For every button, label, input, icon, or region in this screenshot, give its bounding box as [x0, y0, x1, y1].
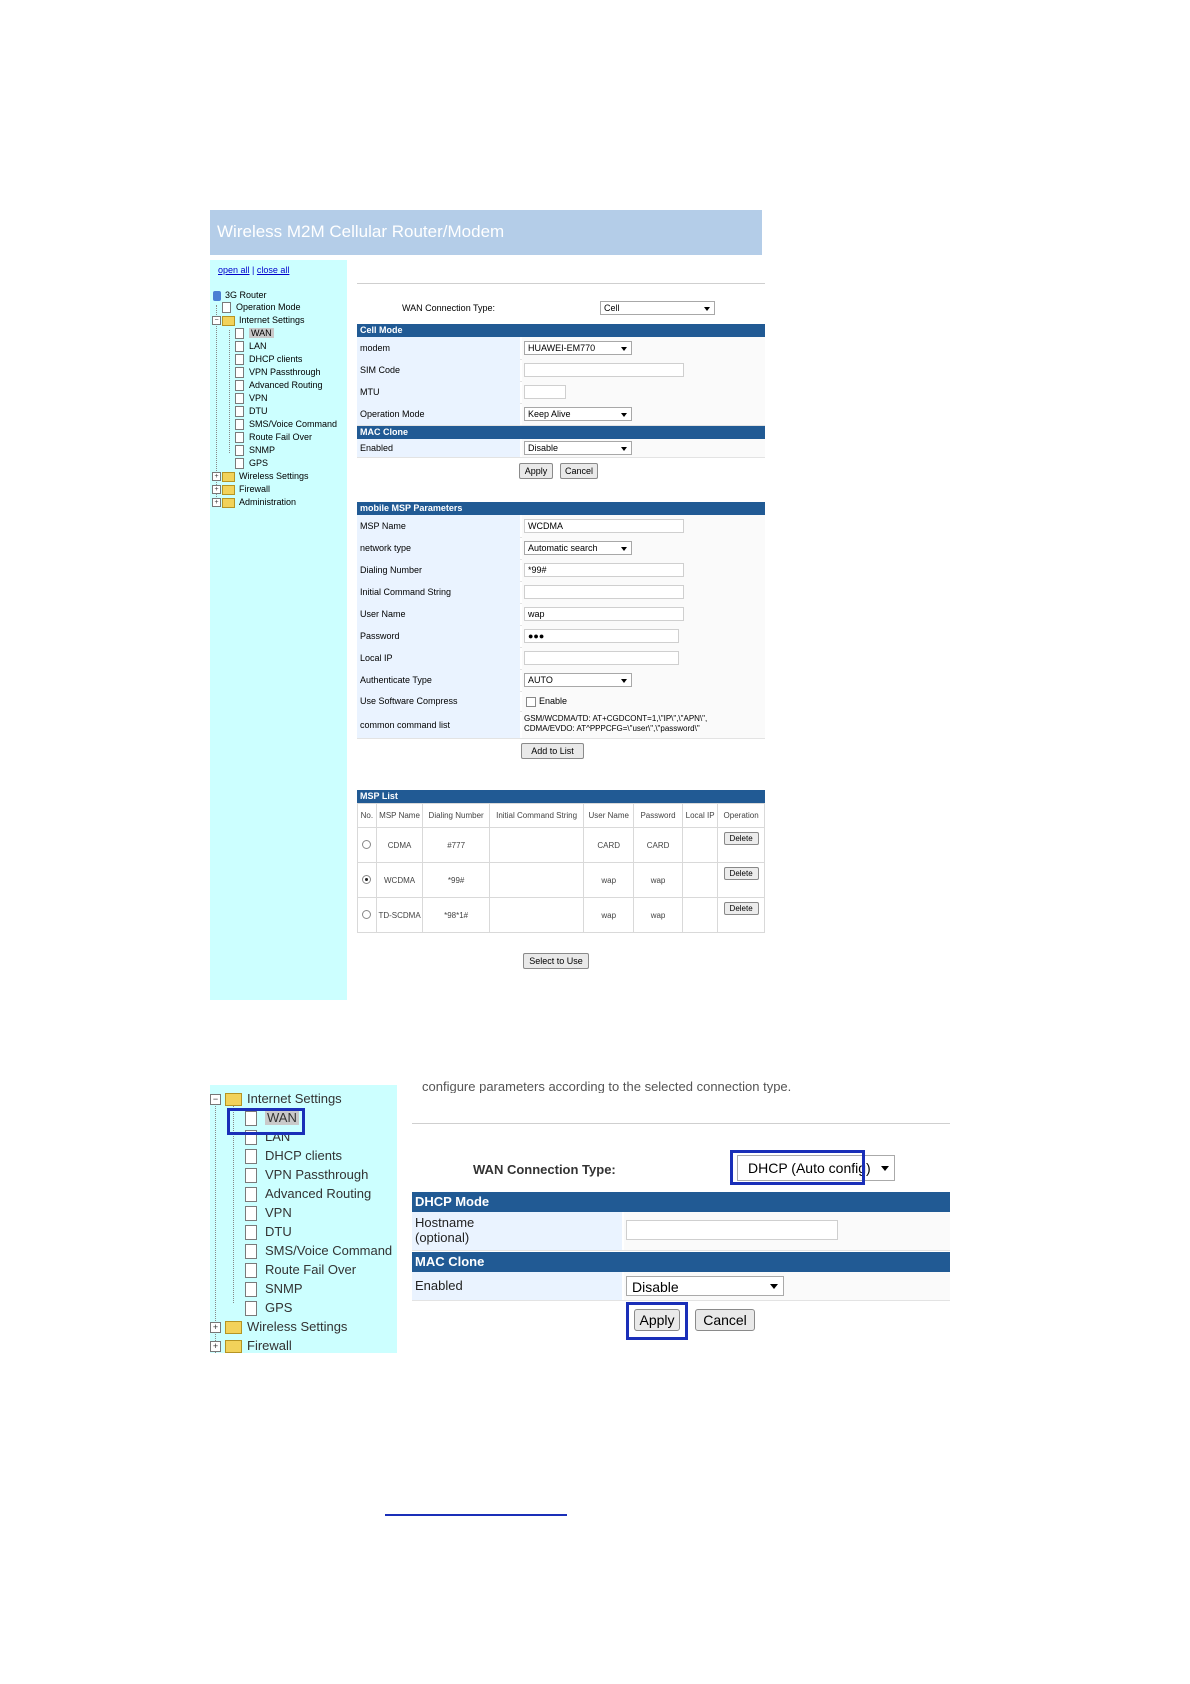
table-header-row [358, 804, 765, 828]
sidebar-item-sms-voice-command[interactable]: SMS/Voice Command [245, 1243, 392, 1259]
folder-icon [225, 1340, 242, 1353]
modem-label: modem [357, 337, 520, 359]
page-icon [235, 445, 244, 456]
page-icon [235, 419, 244, 430]
expand-icon[interactable]: + [212, 498, 221, 507]
page-icon [245, 1206, 257, 1221]
mac-enabled-row [412, 1272, 950, 1301]
delete-button[interactable]: Delete [724, 902, 759, 915]
msp-name-label: MSP Name [357, 515, 520, 537]
sidebar-item-internet-settings[interactable]: Internet Settings [225, 1091, 342, 1106]
chevron-down-icon [881, 1166, 889, 1171]
user-name-label: User Name [357, 603, 520, 625]
mtu-row [357, 381, 765, 404]
command-hint-cdma: CDMA/EVDO: AT^PPPCFG=\"user\",\"password\" [524, 724, 700, 733]
sidebar-item-wireless-settings[interactable]: Wireless Settings [225, 1319, 347, 1334]
folder-open-icon [222, 316, 235, 326]
msp-list-table [357, 803, 765, 933]
chevron-down-icon [621, 447, 627, 451]
column-header: MSP Name [376, 804, 423, 828]
sidebar-item-dhcp-clients[interactable]: DHCP clients [235, 354, 302, 365]
sidebar-item-advanced-routing[interactable]: Advanced Routing [245, 1186, 371, 1202]
app-banner [210, 210, 762, 255]
msp-select-radio[interactable] [362, 875, 371, 884]
cell-init-command [489, 898, 583, 933]
sidebar-item-wan[interactable]: WAN [235, 328, 274, 339]
mac-enabled-label: Enabled [412, 1272, 622, 1300]
chevron-down-icon [704, 307, 710, 311]
highlight-box-wan-type [730, 1150, 865, 1185]
cell-dialing-number: *98*1# [423, 898, 489, 933]
cell-local-ip [682, 828, 717, 863]
folder-icon [222, 485, 235, 495]
caption-cutoff: configure parameters according to the selected connection type. [422, 1079, 792, 1093]
sidebar-item-route-fail-over[interactable]: Route Fail Over [245, 1262, 356, 1278]
cell-msp-name: TD-SCDMA [376, 898, 423, 933]
operation-mode-label: Operation Mode [357, 403, 520, 425]
init-command-input[interactable] [524, 585, 684, 599]
page-icon [222, 302, 231, 313]
local-ip-label: Local IP [357, 647, 520, 669]
table-row [358, 828, 765, 863]
cell-password: wap [634, 898, 683, 933]
page-icon [235, 432, 244, 443]
delete-button[interactable]: Delete [724, 867, 759, 880]
cell-password: wap [634, 863, 683, 898]
wan-type-select[interactable]: Cell [600, 301, 715, 315]
page-icon [235, 393, 244, 404]
sim-code-row [357, 359, 765, 382]
divider [357, 283, 765, 284]
msp-list-header: MSP List [357, 790, 765, 803]
local-ip-row [357, 647, 765, 670]
cell-msp-name: CDMA [376, 828, 423, 863]
highlight-box-apply [626, 1302, 688, 1340]
sidebar-item-snmp[interactable]: SNMP [235, 445, 275, 456]
sidebar-item-vpn[interactable]: VPN [245, 1205, 292, 1221]
expand-icon[interactable]: + [212, 472, 221, 481]
sidebar [210, 260, 347, 1000]
enable-compress-checkbox[interactable] [526, 697, 536, 707]
sidebar-item-vpn[interactable]: VPN [235, 393, 268, 404]
sidebar-item-gps[interactable]: GPS [245, 1300, 292, 1316]
expand-icon[interactable]: + [210, 1322, 221, 1333]
mtu-label: MTU [357, 381, 520, 403]
cell-msp-name: WCDMA [376, 863, 423, 898]
link-underline [385, 1514, 567, 1516]
sidebar-item-advanced-routing[interactable]: Advanced Routing [235, 380, 323, 391]
mtu-input[interactable] [524, 385, 566, 399]
cell-init-command [489, 863, 583, 898]
common-command-label: common command list [357, 711, 520, 738]
column-header: Dialing Number [423, 804, 489, 828]
page-icon [245, 1168, 257, 1183]
sidebar-item-dhcp-clients[interactable]: DHCP clients [245, 1148, 342, 1164]
sidebar-item-firewall[interactable]: Firewall [225, 1338, 292, 1353]
select-to-use-button[interactable]: Select to Use [523, 953, 589, 969]
software-compress-row [357, 691, 765, 712]
cell-password: CARD [634, 828, 683, 863]
tree-root[interactable]: 3G Router [213, 290, 267, 301]
cell-user-name: wap [584, 898, 634, 933]
hostname-label: Hostname (optional) [412, 1212, 622, 1250]
page-icon [235, 354, 244, 365]
local-ip-input[interactable] [524, 651, 679, 665]
expand-icon[interactable]: + [210, 1341, 221, 1352]
cell-user-name: CARD [584, 828, 634, 863]
column-header: Operation [718, 804, 765, 828]
sidebar-item-sms-voice-command[interactable]: SMS/Voice Command [235, 419, 337, 430]
link-separator: | [252, 265, 255, 275]
column-header: No. [358, 804, 377, 828]
divider [412, 1123, 950, 1124]
column-header: User Name [584, 804, 634, 828]
mac-enabled-row [357, 439, 765, 458]
apply-button[interactable]: Apply [634, 1309, 680, 1331]
column-header: Local IP [682, 804, 717, 828]
cancel-button[interactable]: Cancel [560, 463, 598, 479]
sidebar-item-vpn-passthrough[interactable]: VPN Passthrough [245, 1167, 368, 1183]
enable-compress-label: Enable [539, 696, 568, 706]
collapse-icon[interactable]: − [212, 316, 221, 325]
msp-name-input[interactable]: WCDMA [524, 519, 684, 533]
router-screenshot-dhcp-mode [210, 1079, 950, 1365]
table-row [358, 863, 765, 898]
cell-local-ip [682, 898, 717, 933]
app-title: Wireless M2M Cellular Router/Modem [217, 222, 505, 241]
auth-type-row [357, 669, 765, 692]
command-hint-gsm: GSM/WCDMA/TD: AT+CGDCONT=1,\"IP\",\"APN\", [524, 714, 708, 723]
page-icon [245, 1187, 257, 1202]
collapse-icon[interactable]: − [210, 1094, 221, 1105]
page-icon [245, 1301, 257, 1316]
mac-enabled-label: Enabled [357, 439, 520, 457]
tree-links [218, 265, 289, 275]
page-icon [235, 341, 244, 352]
chevron-down-icon [621, 547, 627, 551]
page-icon [245, 1282, 257, 1297]
sidebar-item-lan[interactable]: LAN [245, 1129, 290, 1145]
sidebar-item-gps[interactable]: GPS [235, 458, 268, 469]
cell-user-name: wap [584, 863, 634, 898]
open-all-link[interactable]: open all [218, 265, 250, 275]
page-icon [235, 380, 244, 391]
operation-mode-select[interactable]: Keep Alive [524, 407, 632, 421]
dialing-number-label: Dialing Number [357, 559, 520, 581]
init-command-row [357, 581, 765, 604]
folder-icon [222, 498, 235, 508]
page-icon [235, 328, 244, 339]
mac-enabled-select[interactable]: Disable [524, 441, 632, 455]
network-type-row [357, 537, 765, 560]
sim-code-label: SIM Code [357, 359, 520, 381]
chevron-down-icon [621, 679, 627, 683]
page-icon [235, 406, 244, 417]
table-row [358, 898, 765, 933]
mac-enabled-select[interactable]: Disable [626, 1276, 784, 1296]
password-input[interactable]: ●●● [524, 629, 679, 643]
dhcp-mode-header: DHCP Mode [412, 1192, 950, 1212]
folder-icon [222, 472, 235, 482]
column-header: Password [634, 804, 683, 828]
msp-select-radio[interactable] [362, 910, 371, 919]
hostname-input[interactable] [626, 1220, 838, 1240]
sidebar-item-lan[interactable]: LAN [235, 341, 267, 352]
cell-dialing-number: *99# [423, 863, 489, 898]
sidebar-item-internet-settings[interactable]: Internet Settings [222, 315, 305, 326]
user-name-input[interactable]: wap [524, 607, 684, 621]
modem-row [357, 337, 765, 360]
column-header: Initial Command String [489, 804, 583, 828]
mac-clone-header: MAC Clone [357, 426, 765, 439]
page-icon [235, 367, 244, 378]
sim-code-input[interactable] [524, 363, 684, 377]
network-type-label: network type [357, 537, 520, 559]
page-icon [245, 1263, 257, 1278]
cancel-button[interactable]: Cancel [695, 1309, 755, 1331]
sidebar-item-wan[interactable]: WAN [245, 1110, 299, 1126]
folder-icon [225, 1321, 242, 1334]
chevron-down-icon [621, 413, 627, 417]
hostname-row [412, 1212, 950, 1251]
mac-clone-header: MAC Clone [412, 1252, 950, 1272]
sidebar-item-route-fail-over[interactable]: Route Fail Over [235, 432, 312, 443]
network-type-select[interactable]: Automatic search [524, 541, 632, 555]
password-label: Password [357, 625, 520, 647]
common-command-row [357, 711, 765, 739]
software-compress-label: Use Software Compress [357, 691, 520, 711]
expand-icon[interactable]: + [212, 485, 221, 494]
msp-select-radio[interactable] [362, 840, 371, 849]
page-icon [245, 1225, 257, 1240]
sidebar-item-administration[interactable]: Administration [222, 497, 296, 508]
cell-dialing-number: #777 [423, 828, 489, 863]
cell-local-ip [682, 863, 717, 898]
init-command-label: Initial Command String [357, 581, 520, 603]
user-name-row [357, 603, 765, 626]
delete-button[interactable]: Delete [724, 832, 759, 845]
dialing-number-row [357, 559, 765, 582]
password-row [357, 625, 765, 648]
page-icon [245, 1244, 257, 1259]
apply-button[interactable]: Apply [519, 463, 553, 479]
operation-mode-row [357, 403, 765, 426]
wan-type-label: WAN Connection Type: [402, 303, 496, 313]
sidebar-item-vpn-passthrough[interactable]: VPN Passthrough [235, 367, 321, 378]
auth-type-select[interactable]: AUTO [524, 673, 632, 687]
close-all-link[interactable]: close all [256, 265, 290, 275]
chevron-down-icon [770, 1284, 778, 1289]
cell-init-command [489, 828, 583, 863]
wan-type-select[interactable]: DHCP (Auto config) [737, 1155, 895, 1181]
router-icon [213, 291, 221, 301]
highlight-box-wan [227, 1108, 305, 1135]
msp-name-row [357, 515, 765, 538]
sidebar-item-firewall[interactable]: Firewall [222, 484, 270, 495]
sidebar-item-wireless-settings[interactable]: Wireless Settings [222, 471, 309, 482]
page-icon [245, 1149, 257, 1164]
dialing-number-input[interactable]: *99# [524, 563, 684, 577]
sidebar-item-dtu[interactable]: DTU [245, 1224, 292, 1240]
msp-params-header: mobile MSP Parameters [357, 502, 765, 515]
auth-type-label: Authenticate Type [357, 669, 520, 691]
wan-type-label: WAN Connection Type: [473, 1162, 616, 1177]
chevron-down-icon [621, 347, 627, 351]
modem-select[interactable]: HUAWEI-EM770 [524, 341, 632, 355]
sidebar-item-snmp[interactable]: SNMP [245, 1281, 303, 1297]
folder-open-icon [225, 1093, 242, 1106]
sidebar-item-dtu[interactable]: DTU [235, 406, 268, 417]
sidebar-item-operation-mode[interactable]: Operation Mode [222, 302, 301, 313]
cell-mode-header: Cell Mode [357, 324, 765, 337]
add-to-list-button[interactable]: Add to List [521, 743, 584, 759]
router-screenshot-cell-mode [210, 210, 780, 1000]
page-icon [235, 458, 244, 469]
